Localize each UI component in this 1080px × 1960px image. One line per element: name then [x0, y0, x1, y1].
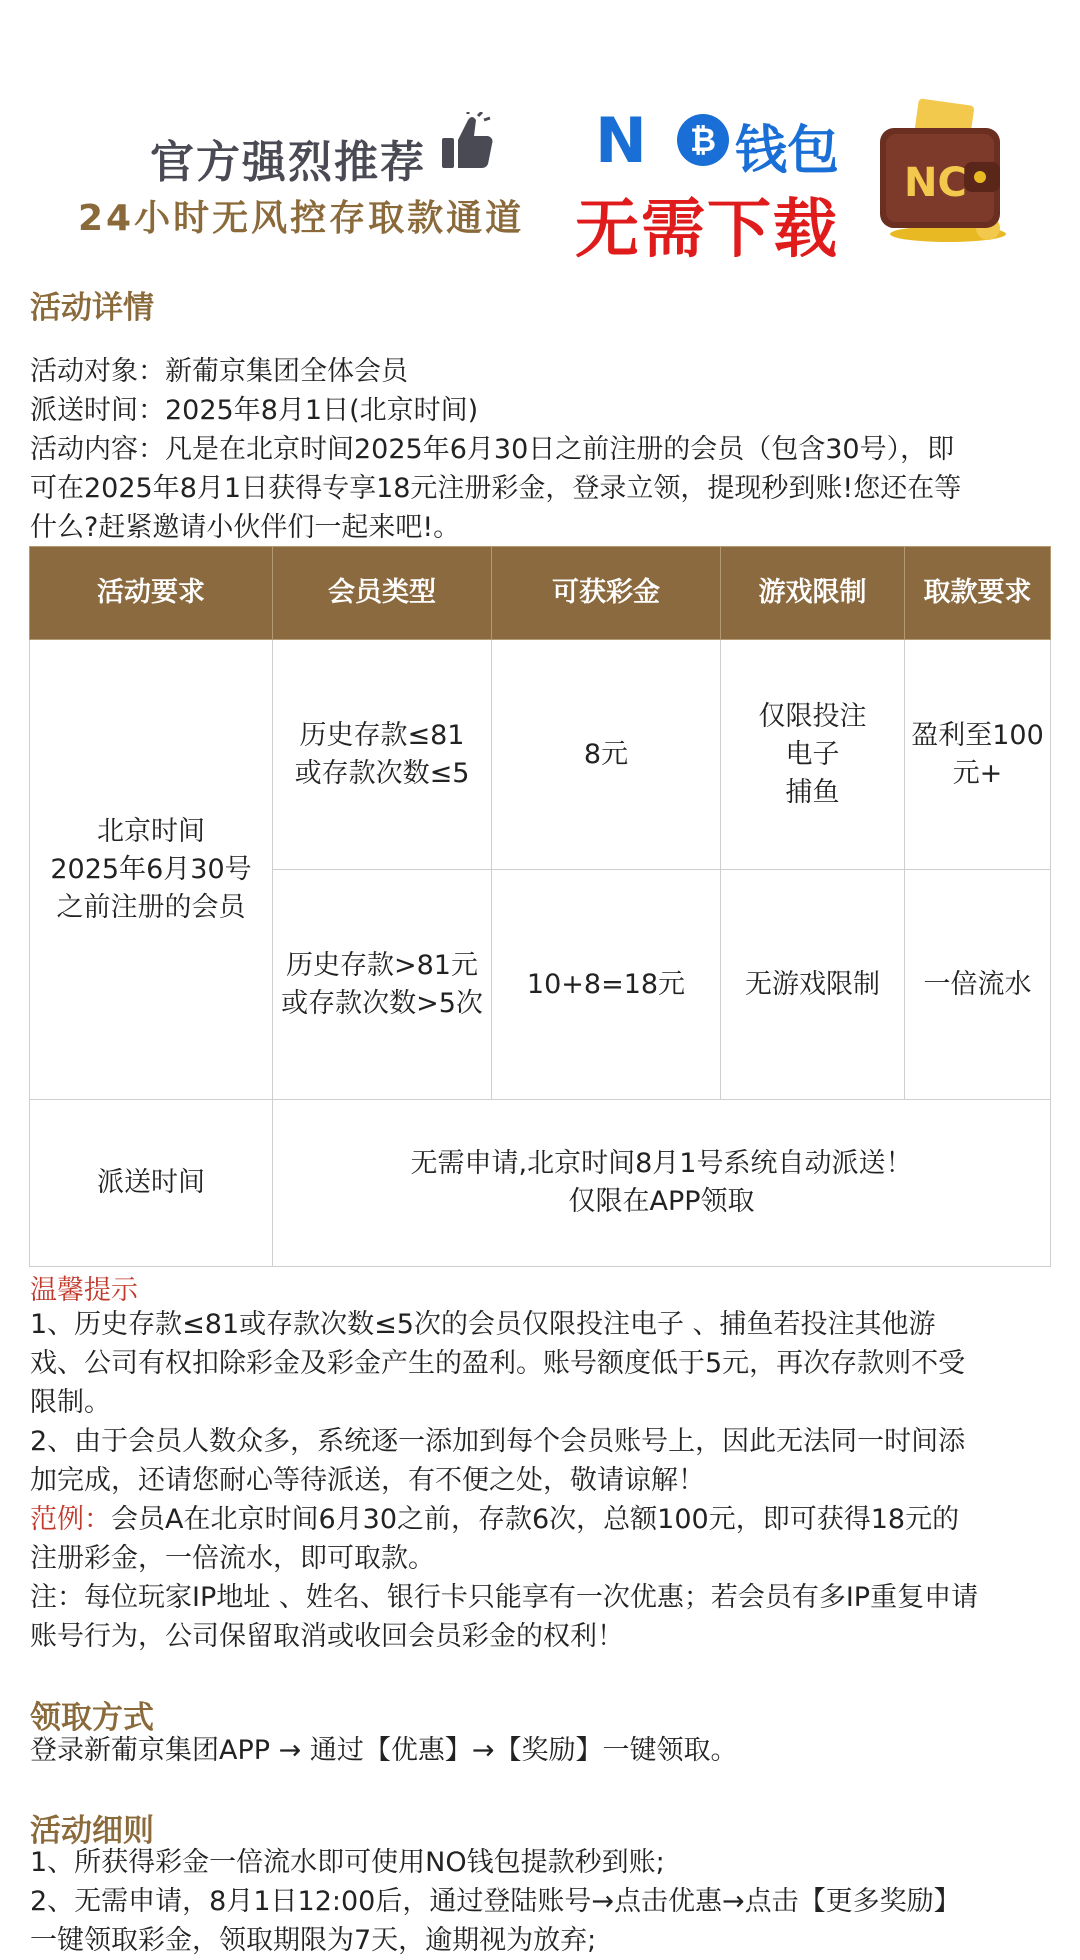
wallet-brand-text: NC	[904, 160, 967, 206]
table-header-row	[30, 547, 1051, 640]
rule-line: 一键领取彩金，领取期限为7天，逾期视为放弃;	[30, 1925, 597, 1956]
note-line: 账号行为，公司保留取消或收回会员彩金的权利！	[30, 1621, 624, 1652]
member-type-line: 历史存款≤81	[299, 719, 465, 751]
delivery-text-cell	[273, 1100, 1051, 1267]
game-limit-line: 仅限投注	[758, 700, 867, 732]
table-header-cell: 可获彩金	[492, 547, 721, 640]
withdraw-cell: 一倍流水	[905, 870, 1051, 1100]
tip-line: 限制。	[30, 1387, 111, 1418]
table-header-cell: 会员类型	[273, 547, 492, 640]
tips-heading: 温馨提示	[30, 1275, 138, 1306]
details-heading: 活动详情	[30, 290, 154, 326]
game-limit-cell	[721, 640, 905, 870]
rules-heading: 活动细则	[30, 1813, 154, 1849]
member-type-cell	[273, 870, 492, 1100]
details-content-line: 活动内容：凡是在北京时间2025年6月30日之前注册的会员（包含30号），即	[30, 434, 955, 465]
withdraw-line: 元+	[952, 757, 1003, 789]
logo-n-letter: N	[595, 104, 647, 177]
bonus-table	[29, 546, 1051, 1267]
example-label: 范例：	[30, 1504, 111, 1535]
details-content-line: 可在2025年8月1日获得专享18元注册彩金，登录立领，提现秒到账!您还在等	[30, 473, 962, 504]
member-type-line: 历史存款>81元	[286, 949, 478, 981]
wallet-icon	[868, 96, 1018, 246]
table-row	[30, 640, 1051, 870]
rules-body	[30, 1843, 1060, 1960]
example-line	[30, 1500, 1060, 1539]
tip-line: 2、由于会员人数众多，系统逐一添加到每个会员账号上，因此无法同一时间添	[30, 1426, 966, 1457]
delivery-line: 仅限在APP领取	[568, 1186, 755, 1217]
tips-body	[30, 1305, 1060, 1656]
member-type-cell	[273, 640, 492, 870]
withdraw-cell	[905, 640, 1051, 870]
details-target: 活动对象：新葡京集团全体会员	[30, 356, 408, 387]
delivery-line: 无需申请,北京时间8月1号系统自动派送！	[410, 1148, 913, 1179]
member-type-line: 或存款次数≤5	[294, 757, 470, 789]
note-line: 注：每位玩家IP地址 、姓名、银行卡只能享有一次优惠；若会员有多IP重复申请	[30, 1582, 979, 1613]
bonus-cell: 10+8=18元	[492, 870, 721, 1100]
banner-channel-text: 24小时无风控存取款通道	[78, 198, 525, 239]
requirement-line: 北京时间	[97, 815, 205, 847]
details-content-line: 什么?赶紧邀请小伙伴们一起来吧!。	[30, 512, 461, 543]
details-time: 派送时间：2025年8月1日(北京时间)	[30, 395, 479, 426]
game-limit-line: 电子	[785, 738, 840, 770]
requirement-cell	[30, 640, 273, 1100]
table-header-cell: 活动要求	[30, 547, 273, 640]
requirement-line: 2025年6月30号	[50, 853, 252, 885]
requirement-line: 之前注册的会员	[56, 891, 246, 923]
example-line: 注册彩金，一倍流水，即可取款。	[30, 1543, 435, 1574]
claim-heading: 领取方式	[30, 1700, 154, 1736]
claim-text: 登录新葡京集团APP → 通过【优惠】→【奖励】一键领取。	[30, 1735, 738, 1766]
example-text: 会员A在北京时间6月30之前，存款6次，总额100元，即可获得18元的	[111, 1504, 960, 1535]
table-header-cell: 游戏限制	[721, 547, 905, 640]
tip-line: 加完成，还请您耐心等待派送，有不便之处，敬请谅解！	[30, 1465, 705, 1496]
withdraw-line: 盈利至100	[911, 719, 1044, 751]
promo-banner	[0, 90, 1080, 267]
rule-line: 1、所获得彩金一倍流水即可使用NO钱包提款秒到账;	[30, 1847, 665, 1878]
bonus-cell: 8元	[492, 640, 721, 870]
delivery-label-cell: 派送时间	[30, 1100, 273, 1267]
logo-wallet-text: 钱包	[735, 121, 840, 181]
no-download-text: 无需下载	[575, 193, 839, 267]
bitcoin-coin-icon	[677, 114, 729, 166]
thumbs-up-icon	[438, 112, 496, 172]
bitcoin-symbol: ₿	[689, 121, 717, 159]
member-type-line: 或存款次数>5次	[281, 987, 483, 1019]
banner-recommend-text: 官方强烈推荐	[150, 137, 426, 188]
tip-line: 戏、公司有权扣除彩金及彩金产生的盈利。账号额度低于5元，再次存款则不受	[30, 1348, 966, 1379]
game-limit-line: 捕鱼	[785, 776, 840, 808]
tip-line: 1、历史存款≤81或存款次数≤5次的会员仅限投注电子 、捕鱼若投注其他游	[30, 1309, 936, 1340]
table-header-cell: 取款要求	[905, 547, 1051, 640]
table-row	[30, 1100, 1051, 1267]
game-limit-cell: 无游戏限制	[721, 870, 905, 1100]
details-body	[30, 352, 1060, 547]
rule-line: 2、无需申请，8月1日12:00后，通过登陆账号→点击优惠→点击【更多奖励】	[30, 1886, 961, 1917]
